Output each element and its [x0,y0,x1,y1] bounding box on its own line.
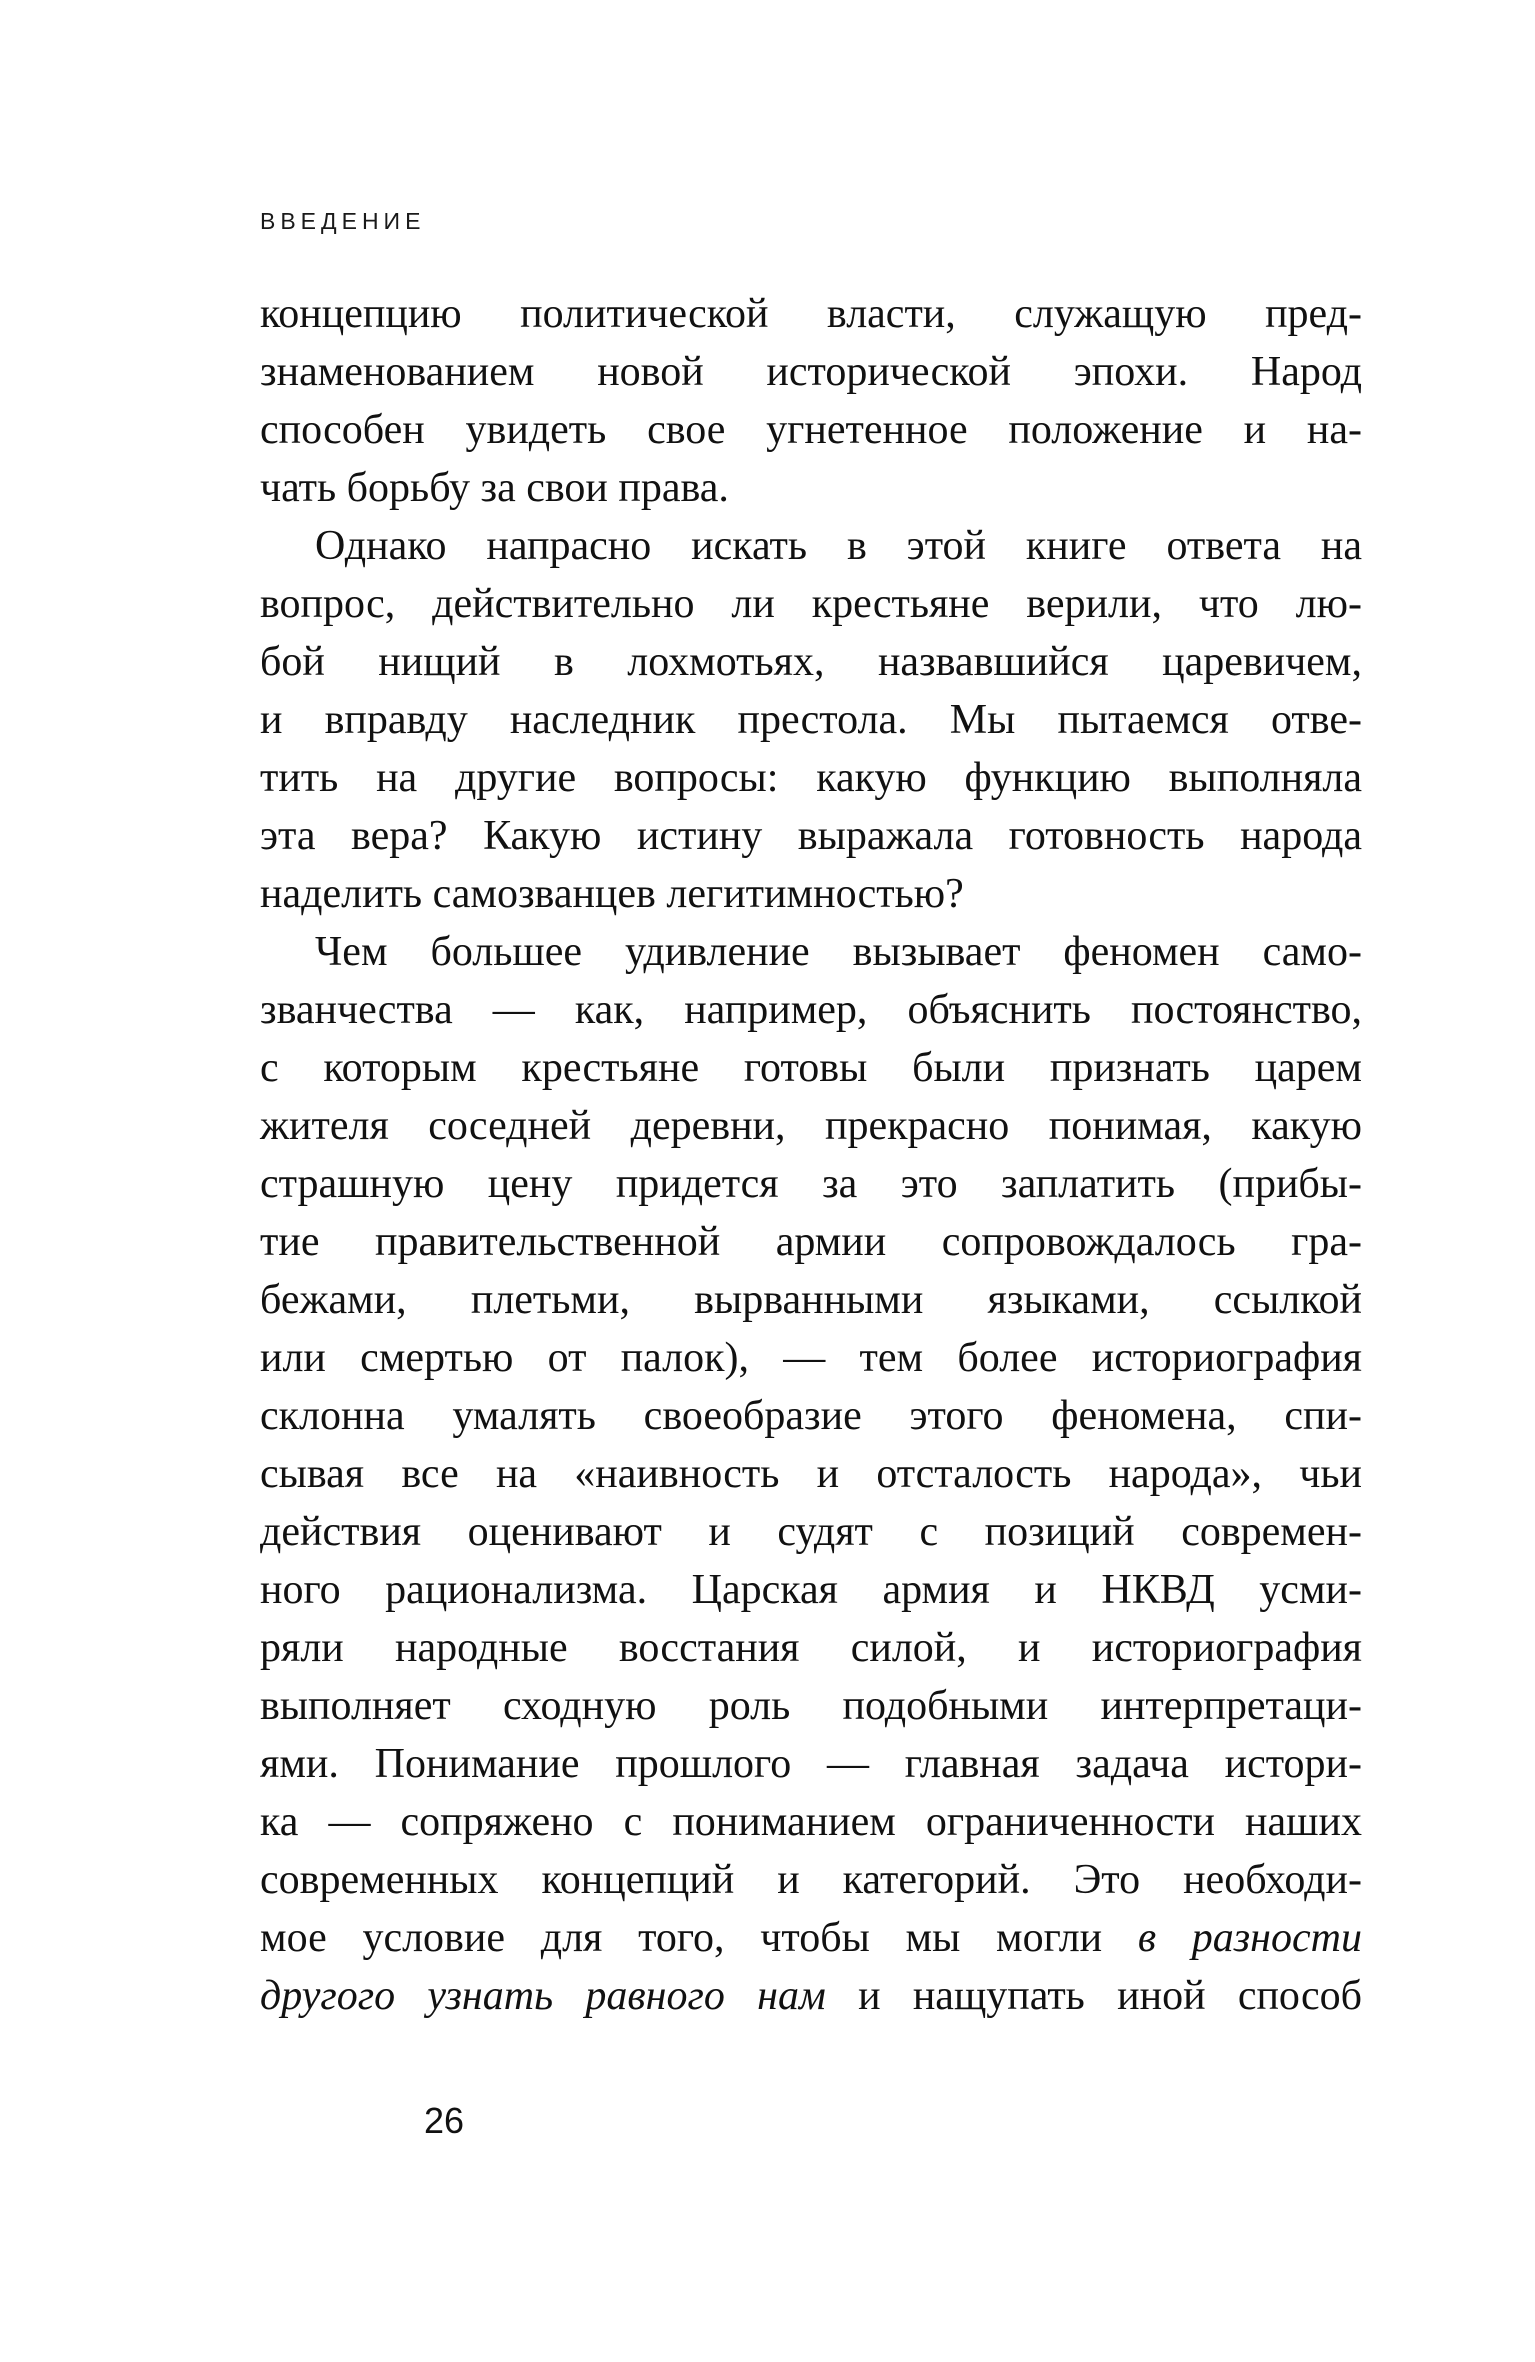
text-line [260,633,1362,691]
text-run: концепцию политической власти, служащую пред- [260,291,1362,337]
text-line [260,1561,1362,1619]
text-line [260,459,1362,517]
running-head: ВВЕДЕНИЕ [260,208,426,234]
text-line [260,807,1362,865]
text-run: бежами, плетьми, вырванными языками, ссылкой [260,1277,1362,1323]
text-run: выполняет сходную роль подобными интерпретаци- [260,1683,1362,1729]
text-run: тие правительственной армии сопровождалось гра- [260,1219,1362,1265]
text-run: бой нищий в лохмотьях, назвавшийся царевичем, [260,639,1362,685]
text-run: званчества — как, например, объяснить постоянство, [260,987,1362,1033]
text-run: чать борьбу за свои права. [260,465,729,511]
text-line [260,981,1362,1039]
text-line [260,1735,1362,1793]
text-run: тить на другие вопросы: какую функцию выполняла [260,755,1362,801]
text-line [260,1155,1362,1213]
text-run: жителя соседней деревни, прекрасно понимая, какую [260,1103,1362,1149]
text-line [260,1619,1362,1677]
text-run: наделить самозванцев легитимностью? [260,871,964,917]
text-line [260,517,1362,575]
text-run: с которым крестьяне готовы были признать царем [260,1045,1362,1091]
italic-text: в разности [1137,1915,1362,1961]
text-line [260,749,1362,807]
text-run: и нащупать иной способ [825,1973,1362,2019]
text-line [260,691,1362,749]
text-run: склонна умалять своеобразие этого феномена, спи- [260,1393,1362,1439]
text-line [260,1793,1362,1851]
text-run: вопрос, действительно ли крестьяне верили, что лю- [260,581,1362,627]
text-run: действия оценивают и судят с позиций современ- [260,1509,1362,1555]
text-line [260,343,1362,401]
text-line [260,1503,1362,1561]
text-run: ного рационализма. Царская армия и НКВД усми- [260,1567,1362,1613]
text-line [260,1329,1362,1387]
text-line [260,923,1362,981]
text-run: мое условие для того, чтобы мы могли [260,1915,1138,1961]
text-run: или смертью от палок), — тем более историография [260,1335,1362,1381]
paragraph [260,285,1362,517]
text-line [260,285,1362,343]
text-line [260,865,1362,923]
text-line [260,1213,1362,1271]
italic-text: другого узнать равного нам [260,1973,826,2019]
text-line [260,1677,1362,1735]
page-number: 26 [424,2100,465,2141]
text-line [260,1039,1362,1097]
text-run: страшную цену придется за это заплатить (прибы- [260,1161,1362,1207]
text-line [260,1445,1362,1503]
paragraph [260,517,1362,923]
text-run: Чем большее удивление вызывает феномен само- [315,929,1362,975]
text-run: сывая все на «наивность и отсталость народа», чьи [260,1451,1362,1497]
text-line [260,1909,1362,1967]
text-line [260,401,1362,459]
text-line [260,1097,1362,1155]
paragraph [260,923,1362,2025]
text-run: ями. Понимание прошлого — главная задача истори- [260,1741,1362,1787]
text-run: ка — сопряжено с пониманием ограниченности наших [260,1799,1362,1845]
text-run: ряли народные восстания силой, и историография [260,1625,1362,1671]
body-text [260,285,1362,2025]
text-line [260,575,1362,633]
text-line [260,1851,1362,1909]
text-run: современных концепций и категорий. Это необходи- [260,1857,1362,1903]
text-run: и вправду наследник престола. Мы пытаемся отве- [260,697,1362,743]
text-run: эта вера? Какую истину выражала готовность народа [260,813,1362,859]
text-line [260,1967,1362,2025]
text-line [260,1387,1362,1445]
text-run: способен увидеть свое угнетенное положение и на- [260,407,1362,453]
text-run: знаменованием новой исторической эпохи. Народ [260,349,1362,395]
text-run: Однако напрасно искать в этой книге ответа на [315,523,1362,569]
text-line [260,1271,1362,1329]
